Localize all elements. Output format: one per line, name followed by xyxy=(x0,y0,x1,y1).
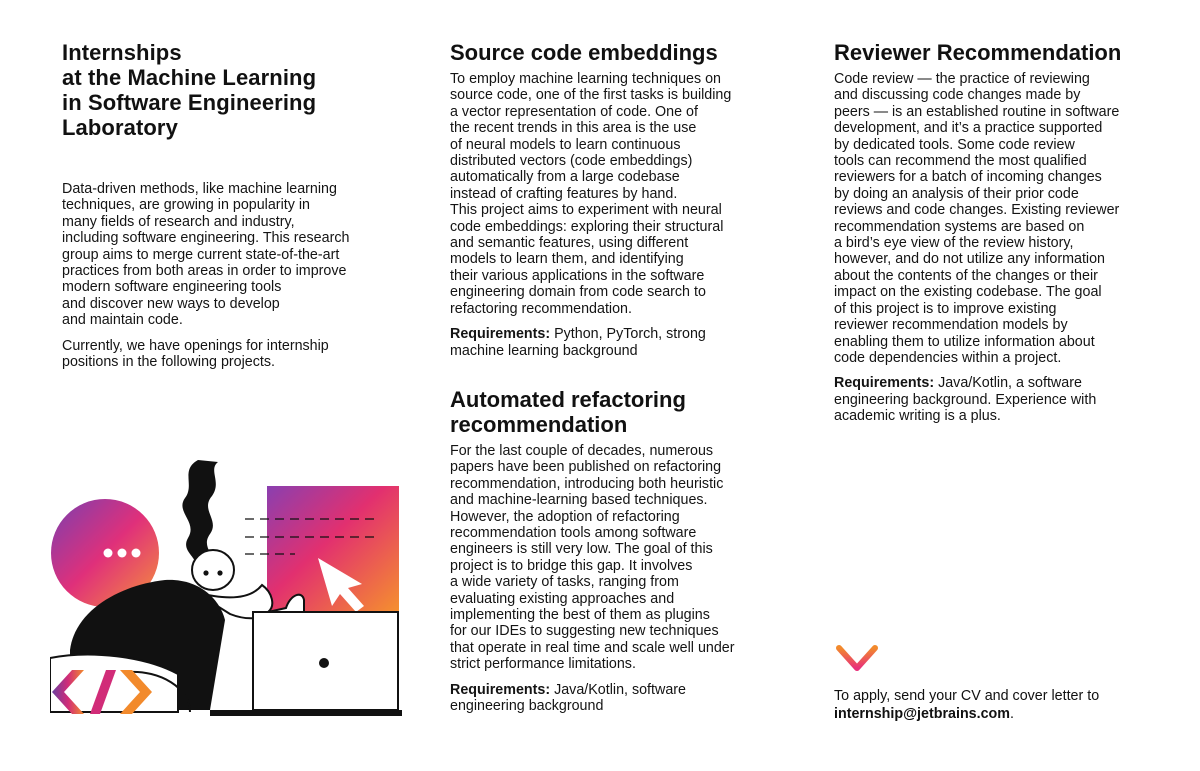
refactoring-body: For the last couple of decades, numerous papers have been published on refactoring recommendation, introducing both heuristic and machine-learning based techniques. However, the adoption of refactoring recommendation tools among software engineers is still very low. The goal of this project is to bridge this gap. It involves a wide variety of tasks, ranging from evaluating existing approaches and implementing the best of them as plugins for our IDEs to suggesting new techniques that operate in real time and scale well under strict performance limitations. xyxy=(450,442,735,673)
embeddings-title: Source code embeddings xyxy=(450,40,718,65)
embeddings-body: To employ machine learning techniques on source code, one of the first tasks is building a vector representation of code. One of the recent trends in this area is the use of neural models to learn continuous distributed vectors (code embeddings) automatically from a large codebase instead of crafting features by hand. This project aims to experiment with neural code embeddings: exploring their structural and semantic features, using different models to learn them, and identifying their various applications in the software engineering domain from code search to refactoring recommendation. xyxy=(450,71,732,317)
embeddings-requirements xyxy=(450,326,770,359)
reviewer-body: Code review — the practice of reviewing and discussing code changes made by peers — is an established routine in software development, and it’s a practice supported by dedicated tools. Some code review tools can recommend the most qualified reviewers for a batch of incoming changes by doing an analysis of their prior code reviews and code changes. Existing reviewer recommendation systems are based on a bird’s eye view of the review history, however, and do not utilize any information about the contents of the changes or their impact on the existing codebase. The goal of this project is to improve existing reviewer recommendation models by enabling them to utilize information about code dependencies within a project. xyxy=(834,71,1120,366)
arrow-down-icon xyxy=(834,618,880,674)
refactoring-requirements xyxy=(450,682,770,715)
apply-block xyxy=(834,687,1164,723)
face-shape xyxy=(192,550,234,590)
right-column xyxy=(834,40,1154,425)
reviewer-section xyxy=(834,40,1154,425)
illustration xyxy=(50,460,410,725)
apply-suffix: . xyxy=(1010,706,1014,722)
requirements-label: Requirements: xyxy=(450,326,551,343)
requirements-text: Java/Kotlin, a software engineering background. Experience with academic writing is a plus. xyxy=(834,375,1097,425)
reviewer-title: Reviewer Recommendation xyxy=(834,40,1122,65)
apply-text: To apply, send your CV and cover letter to xyxy=(834,688,1100,704)
intro-paragraph: Data-driven methods, like machine learning techniques, are growing in popularity in many fields of research and industry, including software engineering. This research group aims to merge current state-of-the-art practices from both areas in order to improve modern software engineering tools and discover new ways to develop and maintain code. xyxy=(62,181,350,329)
middle-column xyxy=(450,40,770,714)
chat-dot-icon xyxy=(104,549,113,558)
openings-paragraph: Currently, we have openings for internship positions in the following projects. xyxy=(62,337,329,371)
requirements-text: Python, PyTorch, strong machine learning background xyxy=(450,326,706,359)
requirements-text: Java/Kotlin, software engineering background xyxy=(450,681,686,714)
requirements-label: Requirements: xyxy=(834,375,935,392)
chat-dot-icon xyxy=(132,549,141,558)
embeddings-section xyxy=(450,40,770,359)
refactoring-title: Automated refactoring recommendation xyxy=(450,386,686,437)
requirements-label: Requirements: xyxy=(450,681,551,698)
page-title: Internships at the Machine Learning in Software Engineering Laboratory xyxy=(62,40,317,140)
chat-dot-icon xyxy=(118,549,127,558)
reviewer-requirements xyxy=(834,375,1154,424)
apply-email-link[interactable]: internship@jetbrains.com xyxy=(834,706,1011,722)
refactoring-section xyxy=(450,387,770,715)
intro-column xyxy=(62,40,392,370)
